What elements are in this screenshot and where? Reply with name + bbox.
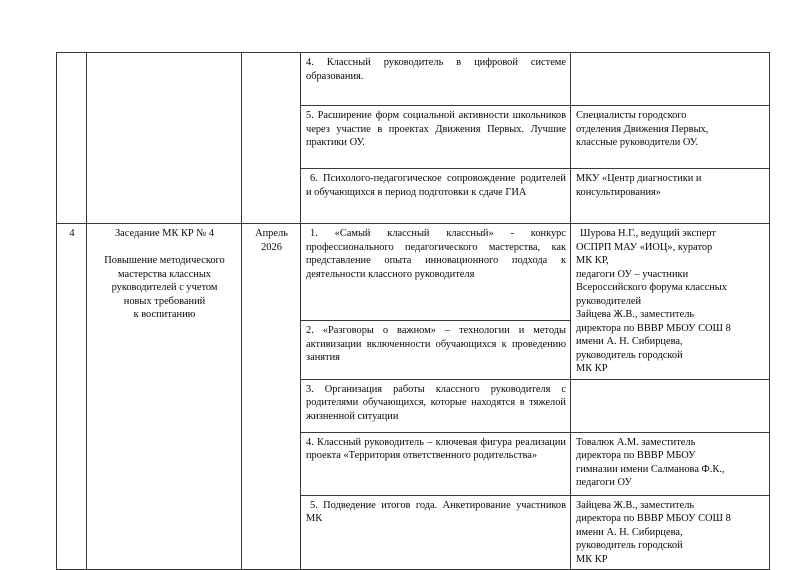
row-date-cell <box>242 53 301 224</box>
topic-line: мастерства классных <box>117 268 211 280</box>
topic-line: к воспитанию <box>133 309 196 321</box>
content-cell: 4. Классный руководитель – ключевая фигура реализации проекта «Территория ответственного родительства» <box>301 432 571 495</box>
responsible-line: МКУ «Центр диагностики и <box>576 173 702 184</box>
responsible-line: руководителей <box>576 295 642 307</box>
responsible-line: классные руководители ОУ. <box>576 137 699 149</box>
responsible-line: директора по ВВВР МБОУ СОШ 8 <box>576 513 731 525</box>
content-cell: 3. Организация работы классного руководителя с родителями обучающихся, которые находятся в тяжелой жизненной ситуации <box>301 379 571 432</box>
row-topic-cell <box>87 53 242 224</box>
date-line: 2026 <box>261 241 282 253</box>
content-cell: 4. Классный руководитель в цифровой системе образования. <box>301 53 571 106</box>
responsible-line: Зайцева Ж.В., заместитель <box>576 499 695 511</box>
row-number-cell: 4 <box>57 224 87 570</box>
content-cell: 6. Психолого-педагогическое сопровождение родителей и обучающихся в период подготовки к сдаче ГИА <box>301 169 571 224</box>
responsible-line: руководитель городской <box>576 349 683 361</box>
topic-line: новых требований <box>123 295 206 307</box>
responsible-line: директора по ВВВР МБОУ СОШ 8 <box>576 322 731 334</box>
responsible-line: Товалюк А.М. заместитель <box>576 436 696 448</box>
row-topic-cell <box>87 224 242 570</box>
responsible-cell <box>571 106 770 169</box>
responsible-cell <box>571 53 770 106</box>
responsible-cell <box>571 224 770 380</box>
content-cell: 2. «Разговоры о важном» – технологии и методы активизации включенности обучающихся к проведению занятия <box>301 320 571 379</box>
responsible-line: директора по ВВВР МБОУ <box>576 450 696 462</box>
responsible-cell <box>571 495 770 570</box>
topic-spacer <box>92 241 237 255</box>
row-date-cell <box>242 224 301 570</box>
responsible-line: ОСПРП МАУ «ИОЦ», куратор <box>576 241 713 253</box>
table-row <box>57 53 770 106</box>
date-line: Апрель <box>255 228 288 239</box>
responsible-cell <box>571 169 770 224</box>
responsible-line: отделения Движения Первых, <box>576 123 709 135</box>
responsible-line: консультирования» <box>576 186 661 198</box>
responsible-cell <box>571 379 770 432</box>
responsible-line: МК КР, <box>576 255 609 267</box>
responsible-line: имени А. Н. Сибирцева, <box>576 526 683 538</box>
responsible-cell <box>571 432 770 495</box>
topic-line: Заседание МК КР № 4 <box>114 228 215 239</box>
responsible-line: руководитель городской <box>576 540 683 552</box>
content-cell: 5. Расширение форм социальной активности школьников через участие в проектах Движения Первых. Лучшие практики ОУ. <box>301 106 571 169</box>
content-cell: 5. Подведение итогов года. Анкетирование участников МК <box>301 495 571 570</box>
topic-line: руководителей с учетом <box>111 282 218 294</box>
table-row <box>57 224 770 321</box>
row-number-cell <box>57 53 87 224</box>
responsible-line: Всероссийского форума классных <box>576 282 727 294</box>
responsible-line: МК КР <box>576 363 608 375</box>
content-cell: 1. «Самый классный классный» - конкурс профессионального педагогического мастерства, как представление опыта инновационного подхода к деятельности классного руководителя <box>301 224 571 321</box>
responsible-line: МК КР <box>576 553 608 565</box>
responsible-line: гимназии имени Салманова Ф.К., <box>576 463 725 475</box>
responsible-line: имени А. Н. Сибирцева, <box>576 336 683 348</box>
responsible-line: Специалисты городского <box>576 110 687 121</box>
topic-line: Повышение методического <box>104 255 225 267</box>
responsible-line: Зайцева Ж.В., заместитель <box>576 309 695 321</box>
responsible-line: Шурова Н.Г., ведущий эксперт <box>580 228 716 239</box>
responsible-line: педагоги ОУ <box>576 477 632 489</box>
responsible-line: педагоги ОУ – участники <box>576 268 689 280</box>
schedule-table <box>56 52 770 570</box>
